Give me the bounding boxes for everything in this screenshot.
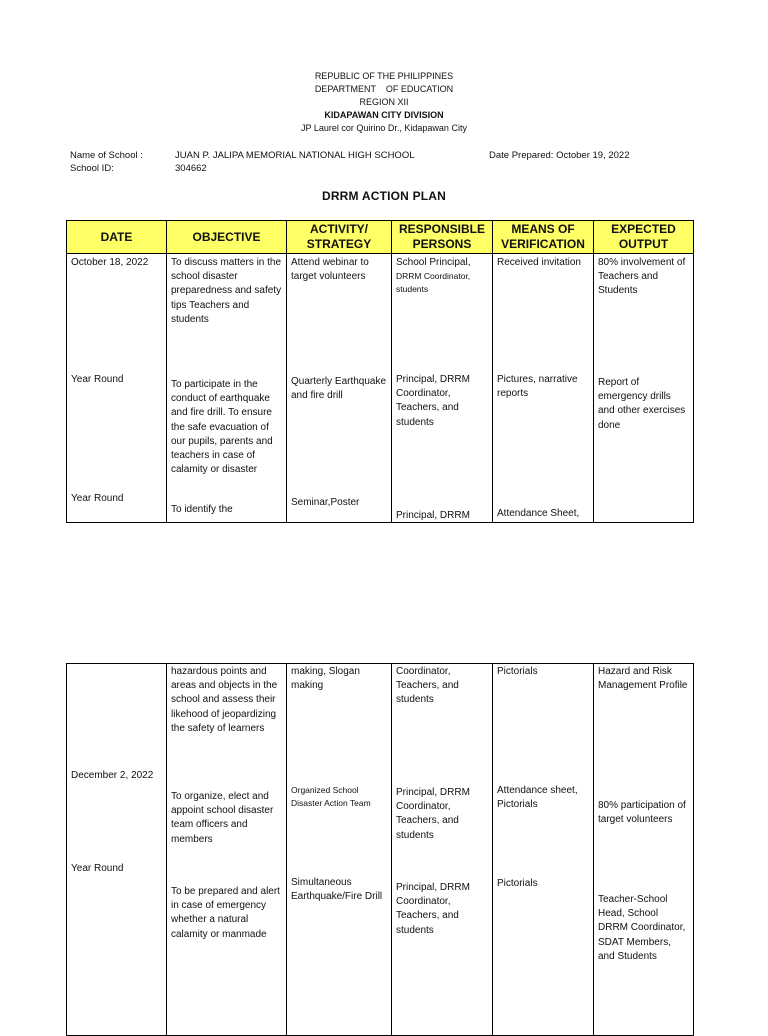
school-id-value: 304662: [175, 163, 207, 174]
verification-text: Pictorials: [497, 666, 538, 677]
output-text: Report of emergency drills and other exercises done: [598, 377, 686, 431]
verification-cell: [493, 664, 594, 1036]
school-name-value: JUAN P. JALIPA MEMORIAL NATIONAL HIGH SCHOOL: [175, 150, 415, 161]
responsible-text: Principal, DRRM: [396, 510, 470, 521]
document-title: DRRM ACTION PLAN: [321, 189, 447, 203]
objective-text: To identify the: [171, 504, 233, 515]
date-prepared-label: Date Prepared:: [489, 150, 554, 161]
date-prepared-value: October 19, 2022: [556, 150, 630, 161]
school-name-label: Name of School :: [70, 150, 143, 161]
objective-text: To discuss matters in the school disaster preparedness and safety tips Teachers and students: [171, 257, 282, 325]
col-header-date: DATE: [67, 221, 167, 254]
output-text: 80% participation of target volunteers: [598, 800, 686, 826]
col-header-responsible: RESPONSIBLE PERSONS: [392, 221, 493, 254]
responsible-text: Principal, DRRM Coordinator, Teachers, and students: [396, 882, 470, 936]
activity-text: Simultaneous Earthquake/Fire Drill: [291, 877, 383, 903]
col-header-verification: MEANS OF VERIFICATION: [493, 221, 594, 254]
document-header: [0, 70, 768, 135]
responsible-text: Principal, DRRM Coordinator, Teachers, and students: [396, 374, 470, 428]
activity-text: Seminar,Poster: [291, 497, 360, 508]
objective-text: hazardous points and areas and objects in the school and assess their likehood of jeopardizing the safety of learners: [171, 666, 278, 734]
date-text: October 18, 2022: [71, 257, 149, 268]
table-row: [67, 664, 694, 1036]
verification-text: Pictorials: [497, 878, 538, 889]
responsible-cell: [392, 254, 493, 523]
date-text: Year Round: [71, 863, 124, 874]
col-header-objective: OBJECTIVE: [167, 221, 287, 254]
date-cell: [67, 254, 167, 523]
activity-cell: [287, 664, 392, 1036]
responsible-text: School Principal,: [396, 257, 471, 268]
col-header-output: EXPECTED OUTPUT: [594, 221, 694, 254]
activity-text: Quarterly Earthquake and fire drill: [291, 376, 387, 402]
output-text: 80% involvement of Teachers and Students: [598, 257, 686, 297]
responsible-cell: [392, 664, 493, 1036]
date-cell: [67, 664, 167, 1036]
action-plan-table-page1: [66, 220, 694, 523]
action-plan-table-page2: [66, 663, 694, 1036]
output-text: Teacher-School Head, School DRRM Coordinator, SDAT Members, and Students: [598, 894, 686, 962]
header-region: REGION XII: [359, 97, 409, 107]
date-text: Year Round: [71, 374, 124, 385]
header-division: KIDAPAWAN CITY DIVISION: [324, 110, 444, 120]
objective-text: To participate in the conduct of earthquake and fire drill. To ensure the safe evacuation of our pupils, parents and teachers in case of calamity or disaster: [171, 379, 273, 476]
verification-text: Pictures, narrative reports: [497, 374, 578, 400]
date-text: Year Round: [71, 493, 124, 504]
responsible-text: DRRM Coordinator, students: [396, 271, 471, 294]
verification-text: Attendance Sheet,: [497, 508, 580, 519]
activity-text: Organized School Disaster Action Team: [291, 785, 371, 808]
header-republic: REPUBLIC OF THE PHILIPPINES: [314, 71, 454, 81]
responsible-text: Coordinator, Teachers, and students: [396, 666, 459, 706]
date-text: December 2, 2022: [71, 770, 154, 781]
school-id-label: School ID:: [70, 163, 114, 174]
objective-cell: [167, 254, 287, 523]
output-text: Hazard and Risk Management Profile: [598, 666, 688, 692]
activity-cell: [287, 254, 392, 523]
verification-text: Received invitation: [497, 257, 581, 268]
objective-text: To be prepared and alert in case of emergency whether a natural calamity or manmade: [171, 886, 280, 940]
activity-text: Attend webinar to target volunteers: [291, 257, 369, 283]
activity-text: making, Slogan making: [291, 666, 360, 692]
responsible-text: Principal, DRRM Coordinator, Teachers, and students: [396, 787, 470, 841]
date-prepared: [489, 149, 630, 162]
output-cell: [594, 664, 694, 1036]
header-department: DEPARTMENT OF EDUCATION: [314, 84, 454, 94]
col-header-activity: ACTIVITY/ STRATEGY: [287, 221, 392, 254]
header-address: JP Laurel cor Quirino Dr., Kidapawan City: [301, 123, 467, 133]
objective-cell: [167, 664, 287, 1036]
output-cell: [594, 254, 694, 523]
verification-cell: [493, 254, 594, 523]
verification-text: Attendance sheet, Pictorials: [497, 785, 578, 811]
table-header-row: [67, 221, 694, 254]
objective-text: To organize, elect and appoint school disaster team officers and members: [171, 791, 274, 845]
table-row: [67, 254, 694, 523]
